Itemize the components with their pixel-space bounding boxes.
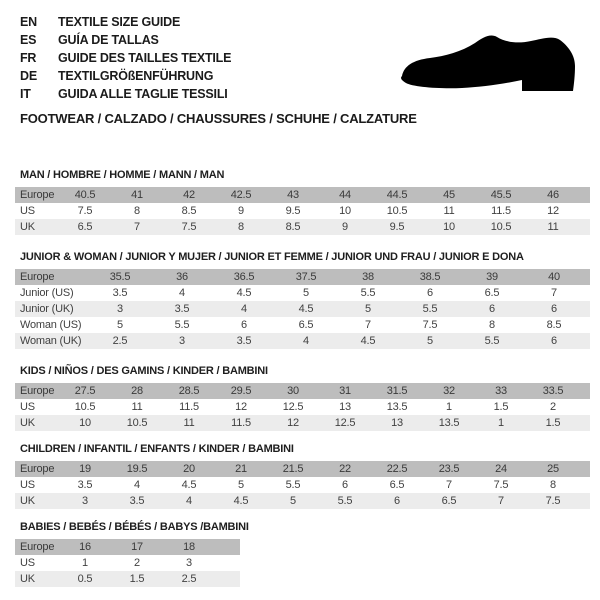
size-cell: 0.5 [77,573,93,585]
language-row [20,31,231,49]
size-cell: 10.5 [126,417,148,429]
row-label: UK [20,573,35,585]
size-cell: 45 [443,189,455,201]
size-cell: 3.5 [174,303,190,315]
language-row [20,67,231,85]
table-title: CHILDREN / INFANTIL / ENFANTS / KINDER / BAMBINI [20,443,294,455]
size-cell: 5 [238,479,244,491]
size-cell: 21 [235,463,247,475]
table-header-row [15,383,590,399]
size-cell: 8.5 [285,221,301,233]
size-cell: 8 [489,319,495,331]
size-cell: 12.5 [282,401,304,413]
size-cell: 7.5 [422,319,438,331]
size-cell: 5 [117,319,123,331]
size-cell: 5.5 [174,319,190,331]
size-cell: 13.5 [386,401,408,413]
table-title: MAN / HOMBRE / HOMME / MANN / MAN [20,169,225,181]
size-cell: 8 [550,479,556,491]
size-cell: 25 [547,463,559,475]
language-name: GUIDA ALLE TAGLIE TESSILI [58,87,228,101]
language-name: GUÍA DE TALLAS [58,33,159,47]
language-name: GUIDE DES TAILLES TEXTILE [58,51,232,65]
size-cell: 6.5 [298,319,314,331]
language-code: DE [20,69,37,83]
row-label: Europe [20,189,55,201]
size-cell: 10.5 [74,401,96,413]
table-row [15,317,590,333]
size-cell: 5.5 [337,495,353,507]
size-cell: 4 [186,495,192,507]
table-row [15,219,590,235]
language-name: TEXTILGRÖßENFÜHRUNG [58,69,214,83]
size-cell: 7.5 [545,495,561,507]
size-cell: 4 [179,287,185,299]
row-label: Junior (UK) [20,303,74,315]
size-cell: 4 [241,303,247,315]
row-label: UK [20,495,35,507]
row-label: US [20,479,35,491]
table-row [15,399,590,415]
table-header-row [15,269,590,285]
row-label: UK [20,417,35,429]
table-row [15,477,590,493]
size-cell: 5 [290,495,296,507]
size-cell: 36 [176,271,188,283]
size-cell: 9 [238,205,244,217]
size-cell: 3.5 [129,495,145,507]
size-cell: 31 [339,385,351,397]
row-label: US [20,557,35,569]
table-title: JUNIOR & WOMAN / JUNIOR Y MUJER / JUNIOR ET FEMME / JUNIOR UND FRAU / JUNIOR E DONA [20,251,524,263]
size-cell: 38 [362,271,374,283]
row-label: Europe [20,385,55,397]
size-cell: 7 [498,495,504,507]
language-row [20,49,231,67]
size-cell: 10 [443,221,455,233]
size-cell: 41 [131,189,143,201]
size-table [15,461,590,509]
size-cell: 9 [342,221,348,233]
size-cell: 30 [287,385,299,397]
language-row [20,85,231,103]
size-cell: 2 [550,401,556,413]
size-cell: 11 [547,221,559,233]
row-label: Woman (UK) [20,335,82,347]
size-cell: 3 [82,495,88,507]
size-cell: 2.5 [181,573,197,585]
size-cell: 7 [446,479,452,491]
size-cell: 10 [79,417,91,429]
size-cell: 5 [427,335,433,347]
size-cell: 19 [79,463,91,475]
size-table-section [15,364,590,431]
size-cell: 7.5 [181,221,197,233]
size-cell: 18 [183,541,195,553]
size-cell: 4 [303,335,309,347]
size-cell: 7 [365,319,371,331]
size-cell: 28 [131,385,143,397]
size-cell: 6 [551,335,557,347]
size-cell: 3 [117,303,123,315]
size-cell: 43 [287,189,299,201]
size-cell: 27.5 [74,385,96,397]
size-cell: 12.5 [334,417,356,429]
size-cell: 11.5 [231,417,251,429]
size-cell: 6.5 [484,287,500,299]
size-cell: 17 [131,541,143,553]
size-cell: 1 [498,417,504,429]
size-cell: 44 [339,189,351,201]
size-cell: 5.5 [422,303,438,315]
size-cell: 19.5 [126,463,148,475]
size-cell: 1.5 [129,573,145,585]
size-cell: 44.5 [386,189,408,201]
table-row [15,301,590,317]
size-cell: 46 [547,189,559,201]
size-cell: 4.5 [360,335,376,347]
size-cell: 11.5 [491,205,511,217]
language-code: IT [20,87,31,101]
row-label: US [20,205,35,217]
category-title: FOOTWEAR / CALZADO / CHAUSSURES / SCHUHE / CALZATURE [20,111,417,126]
size-cell: 8.5 [546,319,562,331]
size-cell: 10 [339,205,351,217]
size-table-section [15,250,590,349]
size-cell: 7 [134,221,140,233]
size-cell: 12 [235,401,247,413]
size-cell: 1.5 [545,417,561,429]
size-cell: 21.5 [282,463,304,475]
language-code: EN [20,15,37,29]
size-cell: 6 [551,303,557,315]
size-cell: 20 [183,463,195,475]
size-cell: 33 [495,385,507,397]
size-cell: 3 [186,557,192,569]
size-cell: 28.5 [178,385,200,397]
size-cell: 6 [489,303,495,315]
row-label: Europe [20,463,55,475]
table-header-row [15,461,590,477]
size-table [15,539,240,587]
size-cell: 38.5 [419,271,441,283]
language-list [20,13,231,103]
size-cell: 36.5 [233,271,255,283]
size-table-section [15,442,590,509]
size-cell: 8 [238,221,244,233]
size-cell: 42.5 [230,189,252,201]
language-code: FR [20,51,37,65]
size-cell: 4 [134,479,140,491]
size-cell: 1.5 [493,401,509,413]
size-cell: 6 [342,479,348,491]
size-cell: 9.5 [285,205,301,217]
table-row [15,203,590,219]
table-row [15,285,590,301]
table-row [15,571,240,587]
table-header-row [15,187,590,203]
size-table [15,383,590,431]
table-row [15,555,240,571]
size-cell: 37.5 [295,271,317,283]
row-label: Europe [20,271,55,283]
size-cell: 13 [339,401,351,413]
table-header-row [15,539,240,555]
table-row [15,333,590,349]
size-cell: 29.5 [230,385,252,397]
row-label: US [20,401,35,413]
size-cell: 4.5 [233,495,249,507]
row-label: Woman (US) [20,319,82,331]
size-cell: 6.5 [389,479,405,491]
row-label: UK [20,221,35,233]
size-cell: 5.5 [360,287,376,299]
size-cell: 13 [391,417,403,429]
size-table [15,269,590,349]
row-label: Europe [20,541,55,553]
size-cell: 22.5 [386,463,408,475]
size-cell: 7 [551,287,557,299]
size-cell: 42 [183,189,195,201]
size-cell: 11 [183,417,195,429]
row-label: Junior (US) [20,287,74,299]
size-cell: 10.5 [386,205,408,217]
size-cell: 7.5 [493,479,509,491]
size-cell: 5 [365,303,371,315]
size-cell: 39 [486,271,498,283]
size-cell: 3 [179,335,185,347]
size-cell: 6 [394,495,400,507]
size-cell: 12 [547,205,559,217]
size-cell: 8 [134,205,140,217]
size-cell: 6.5 [77,221,93,233]
size-cell: 2.5 [112,335,128,347]
size-cell: 6.5 [441,495,457,507]
size-cell: 4.5 [236,287,252,299]
language-name: TEXTILE SIZE GUIDE [58,15,181,29]
size-tables [15,168,590,598]
size-cell: 3.5 [77,479,93,491]
language-row [20,13,231,31]
size-cell: 45.5 [490,189,512,201]
size-cell: 8.5 [181,205,197,217]
size-cell: 7.5 [77,205,93,217]
shoe-icon [385,13,595,108]
size-cell: 11 [443,205,455,217]
size-cell: 2 [134,557,140,569]
size-cell: 4.5 [181,479,197,491]
size-cell: 35.5 [109,271,131,283]
size-cell: 40.5 [74,189,96,201]
size-cell: 33.5 [542,385,564,397]
size-cell: 40 [548,271,560,283]
size-cell: 3.5 [112,287,128,299]
size-cell: 1 [82,557,88,569]
language-code: ES [20,33,37,47]
size-cell: 1 [446,401,452,413]
size-cell: 6 [241,319,247,331]
size-table [15,187,590,235]
size-cell: 12 [287,417,299,429]
table-title: BABIES / BEBÉS / BÉBÉS / BABYS /BAMBINI [20,521,249,533]
size-cell: 11 [131,401,143,413]
size-cell: 23.5 [438,463,460,475]
size-cell: 32 [443,385,455,397]
table-row [15,493,590,509]
table-title: KIDS / NIÑOS / DES GAMINS / KINDER / BAMBINI [20,365,268,377]
size-cell: 5.5 [285,479,301,491]
size-cell: 31.5 [386,385,408,397]
size-cell: 13.5 [438,417,460,429]
table-row [15,415,590,431]
size-cell: 4.5 [298,303,314,315]
size-cell: 10.5 [490,221,512,233]
size-cell: 11.5 [179,401,199,413]
size-cell: 22 [339,463,351,475]
size-cell: 6 [427,287,433,299]
size-table-section [15,168,590,235]
size-cell: 5.5 [484,335,500,347]
size-cell: 5 [303,287,309,299]
size-cell: 9.5 [389,221,405,233]
size-table-section [15,520,590,587]
size-cell: 3.5 [236,335,252,347]
size-cell: 24 [495,463,507,475]
size-cell: 16 [79,541,91,553]
